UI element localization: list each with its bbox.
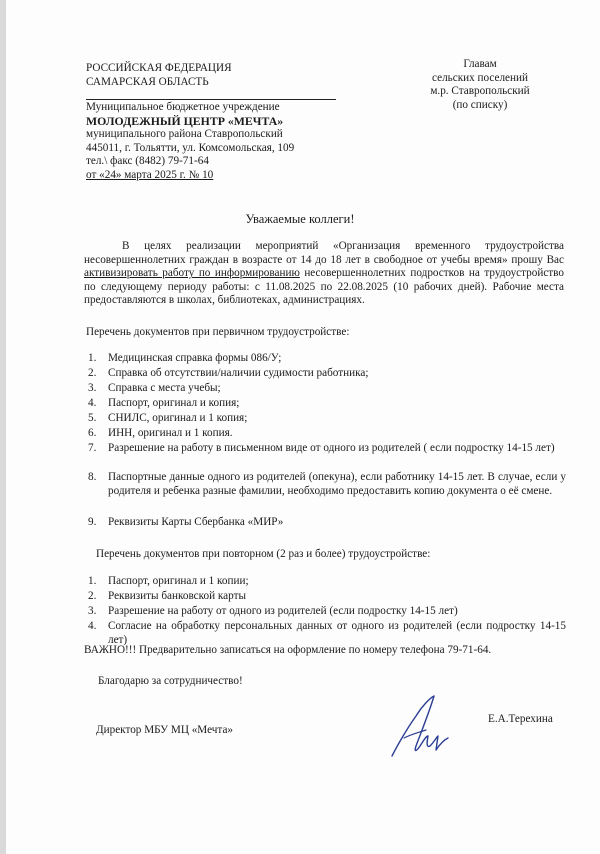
org-name: МОЛОДЕЖНЫЙ ЦЕНТР «МЕЧТА» bbox=[86, 113, 284, 128]
organization-block bbox=[86, 101, 294, 182]
list-item: 1. Медицинская справка формы 086/У; bbox=[88, 352, 282, 364]
list-item: 8. Паспортные данные одного из родителей (опекуна), если работнику 14-15 лет. В случае, если у родителя и ребенка разные фамилии, необходимо предоставить копию документа о её смене. bbox=[88, 471, 566, 497]
org-phone: тел.\ факс (8482) 79-71-64 bbox=[86, 155, 209, 167]
list-item: 4. Согласие на обработку персональных данных от одного из родителей (если подростку 14-15 лет) bbox=[88, 620, 566, 646]
addressee-line: сельских поселений bbox=[432, 71, 528, 84]
intro-paragraph bbox=[84, 240, 564, 308]
thanks-line: Благодарю за сотрудничество! bbox=[98, 675, 243, 687]
signatory-position: Директор МБУ МЦ «Мечта» bbox=[96, 724, 234, 736]
addressee-line: (по списку) bbox=[452, 98, 508, 111]
salutation-title: Уважаемые коллеги! bbox=[245, 212, 355, 226]
handwritten-signature bbox=[386, 690, 456, 765]
addressee-line: Главам bbox=[463, 58, 497, 70]
addressee-block bbox=[400, 58, 560, 112]
org-type: Муниципальное бюджетное учреждение bbox=[86, 101, 280, 113]
list-item: 2. Справка об отсутствии/наличии судимости работника; bbox=[88, 367, 369, 379]
org-district: муниципального района Ставропольский bbox=[86, 128, 283, 140]
first-list-heading: Перечень документов при первичном трудоустройстве: bbox=[86, 326, 350, 338]
list-item: 9. Реквизиты Карты Сбербанка «МИР» bbox=[88, 516, 284, 528]
org-address: 445011, г. Тольятти, ул. Комсомольская, 109 bbox=[86, 141, 295, 154]
list-item: 2. Реквизиты банковской карты bbox=[88, 590, 246, 602]
intro-text: В целях реализации мероприятий «Организация временного трудоустройства несовершеннолетних граждан в возрасте от 14 до 18 лет в свободное от учебы время» прошу Вас bbox=[84, 240, 564, 266]
letterhead-country-block bbox=[86, 62, 232, 89]
list-item: 3. Справка с места учебы; bbox=[88, 382, 221, 394]
important-note: ВАЖНО!!! Предварительно записаться на оформление по номеру телефона 79-71-64. bbox=[84, 644, 492, 656]
country-name: РОССИЙСКАЯ ФЕДЕРАЦИЯ bbox=[86, 62, 232, 74]
signatory-name: Е.А.Терехина bbox=[488, 713, 553, 725]
list-item: 5. СНИЛС, оригинал и 1 копия; bbox=[88, 412, 248, 424]
list-item: 1. Паспорт, оригинал и 1 копии; bbox=[88, 575, 249, 587]
letterhead-divider bbox=[86, 99, 336, 100]
list-item: 7. Разрешение на работу в письменном виде от одного из родителей ( если подростку 14-15 лет) bbox=[88, 442, 555, 454]
region-name: САМАРСКАЯ ОБЛАСТЬ bbox=[86, 75, 209, 88]
list-item: 6. ИНН, оригинал и 1 копия. bbox=[88, 427, 233, 439]
second-list-heading: Перечень документов при повторном (2 раз и более) трудоустройстве: bbox=[96, 548, 431, 560]
intro-underlined-text: активизировать работу по информированию bbox=[84, 267, 300, 280]
letter-date-number: от «24» марта 2025 г. № 10 bbox=[86, 168, 214, 181]
list-item: 4. Паспорт, оригинал и копия; bbox=[88, 397, 240, 409]
intro-text: несовершеннолетних подростков на трудоустройство по следующему периоду работы: с 11.08.2025 по 22.08.2025 (10 рабочих дней). Рабочие места предоставляются в школах, библиотеках, администрациях. bbox=[84, 267, 564, 307]
addressee-line: м.р. Ставропольский bbox=[430, 85, 530, 97]
list-item: 3. Разрешение на работу от одного из родителей (если подростку 14-15 лет) bbox=[88, 605, 458, 617]
scan-edge bbox=[0, 0, 6, 854]
